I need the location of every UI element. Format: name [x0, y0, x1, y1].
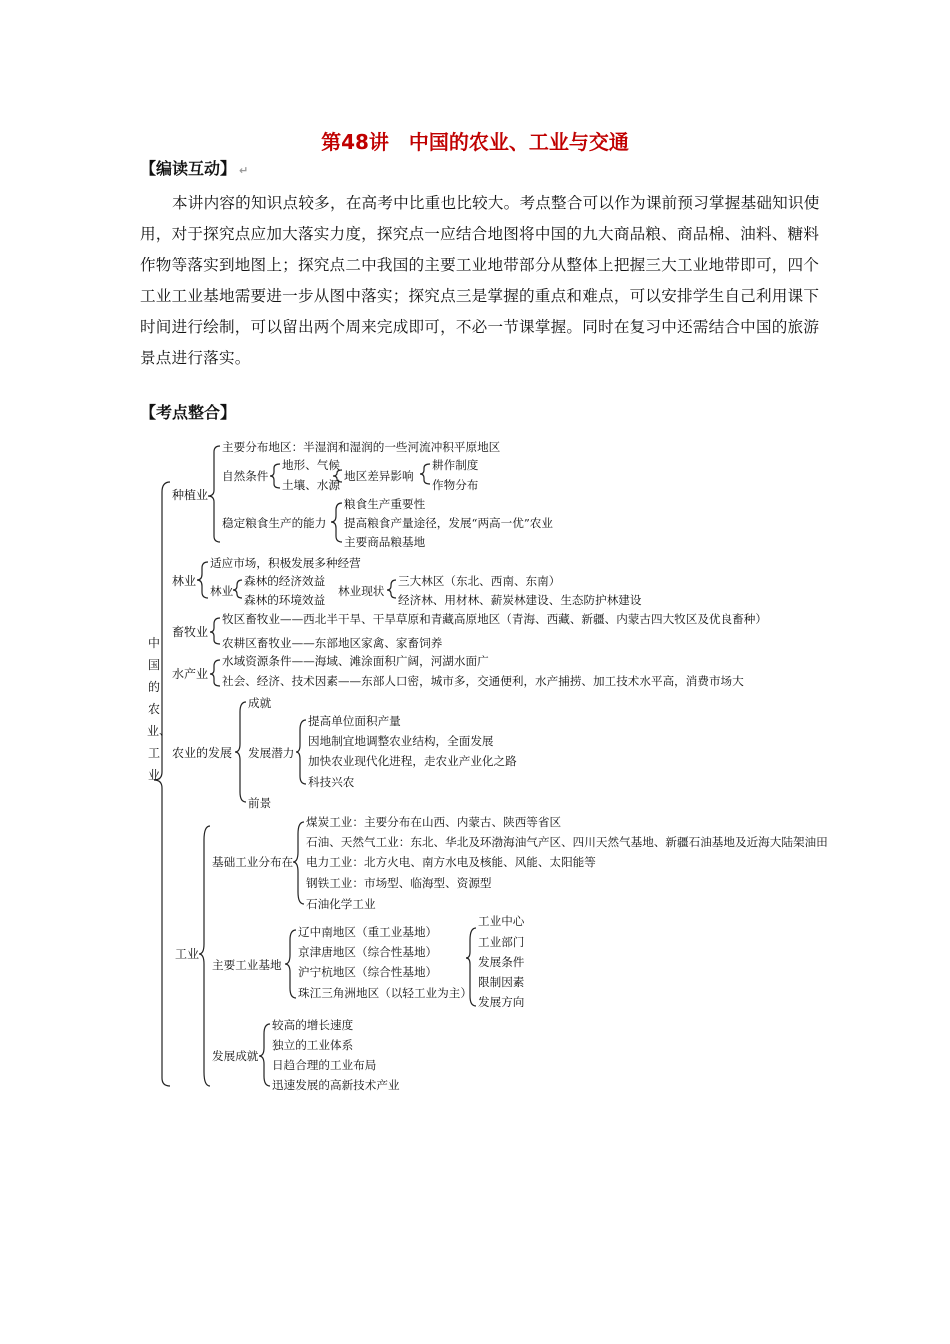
agri-prospect: 前景	[248, 796, 272, 810]
section-heading-reading-text: 【编读互动】	[140, 159, 237, 178]
factor-conditions: 发展条件	[478, 955, 525, 969]
potential-2: 因地制宜地调整农业结构，全面发展	[308, 734, 494, 748]
grain-importance: 粮食生产重要性	[344, 497, 426, 511]
factor-limits: 限制因素	[478, 975, 525, 989]
achievement-3: 日趋合理的工业布局	[272, 1058, 377, 1072]
base-jingjintang: 京津唐地区（综合性基地）	[298, 945, 438, 959]
forestry-status: 林业现状	[338, 584, 385, 598]
basic-industry: 基础工业分布在	[212, 855, 294, 869]
farming-system: 耕作制度	[432, 458, 479, 472]
base-pearl-river: 珠江三角洲地区（以轻工业为主）	[298, 986, 472, 1000]
stable-grain: 稳定粮食生产的能力	[222, 516, 327, 530]
achievement-2: 独立的工业体系	[272, 1038, 354, 1052]
agri-potential: 发展潜力	[248, 746, 295, 760]
main-grain-bases: 主要商品粮基地	[344, 535, 426, 549]
terrain-climate: 地形、气候	[282, 458, 340, 472]
planting-label: 种植业	[172, 488, 209, 502]
steel-industry: 钢铁工业：市场型、临海型、资源型	[306, 876, 492, 890]
potential-1: 提高单位面积产量	[308, 714, 401, 728]
section-heading-points: 【考点整合】	[140, 403, 237, 422]
planting-main-area: 主要分布地区：半湿润和湿润的一些河流冲积平原地区	[222, 440, 501, 454]
raise-grain-output: 提高粮食产量途径，发展“两高一优”农业	[344, 516, 553, 530]
forestry-sub: 林业	[210, 584, 234, 598]
factor-sectors: 工业部门	[478, 935, 525, 949]
reading-paragraph: 本讲内容的知识点较多，在高考中比重也比较大。考点整合可以作为课前预习掌握基础知识使用，对于探究点应加大落实力度，探究点一应结合地图将中国的九大商品粮、商品棉、油料、糖料作物等落实到地图上；探究点二中我国的主要工业地带部分从整体上把握三大工业地带即可，四个工业工业基地需要进一步从图中落实；探究点三是掌握的重点和难点，可以安排学生自己利用课下时间进行绘制，可以留出两个周来完成即可，不必一节课掌握。同时在复习中还需结合中国的旅游景点进行落实。	[140, 194, 820, 367]
water-resources: 水域资源条件——海域、滩涂面积广阔，河湖水面广	[222, 654, 489, 668]
main-industrial-bases: 主要工业基地	[212, 958, 282, 972]
forest-types: 经济林、用材林、薪炭林建设、生态防护林建设	[398, 593, 642, 607]
forestry-adapt-market: 适应市场，积极发展多种经营	[210, 556, 361, 570]
crop-distribution: 作物分布	[432, 478, 479, 492]
power-industry: 电力工业：北方火电、南方水电及核能、风能、太阳能等	[306, 855, 596, 869]
industry-achievement: 发展成就	[212, 1049, 259, 1063]
base-liaozhongnan: 辽中南地区（重工业基地）	[298, 925, 438, 939]
factor-center: 工业中心	[478, 914, 525, 928]
potential-3: 加快农业现代化进程，走农业产业化之路	[308, 754, 517, 768]
fishery-label: 水产业	[172, 667, 209, 681]
regional-difference: 地区差异影响	[344, 469, 414, 483]
natural-conditions: 自然条件	[222, 469, 269, 483]
page-title: 第48讲 中国的农业、工业与交通	[321, 130, 629, 154]
edit-mark: ↵	[239, 164, 249, 177]
base-huninghang: 沪宁杭地区（综合性基地）	[298, 965, 438, 979]
animal-label: 畜牧业	[172, 625, 209, 639]
factor-direction: 发展方向	[478, 995, 525, 1009]
root-label: 中国的农业、工业	[147, 636, 172, 782]
achievement-1: 较高的增长速度	[272, 1018, 354, 1032]
forest-env-benefit: 森林的环境效益	[244, 593, 326, 607]
coal-industry: 煤炭工业：主要分布在山西、内蒙古、陕西等省区	[306, 815, 562, 829]
three-forest-regions: 三大林区（东北、西南、东南）	[398, 574, 561, 588]
pastoral-husbandry: 牧区畜牧业——西北半干旱、干旱草原和青藏高原地区（青海、西藏、新疆、内蒙古四大牧区及优良畜种）	[222, 612, 767, 626]
potential-4: 科技兴农	[308, 775, 355, 789]
farming-husbandry: 农耕区畜牧业——东部地区家禽、家畜饲养	[222, 636, 443, 650]
forest-econ-benefit: 森林的经济效益	[244, 574, 326, 588]
industry-label: 工业	[175, 947, 200, 961]
agri-dev-label: 农业的发展	[172, 746, 233, 760]
achievement-4: 迅速发展的高新技术产业	[272, 1078, 400, 1092]
social-factors: 社会、经济、技术因素——东部人口密，城市多，交通便利，水产捕捞、加工技术水平高，消费市场大	[222, 674, 744, 688]
oil-gas-industry: 石油、天然气工业：东北、华北及环渤海油气产区、四川天然气基地、新疆石油基地及近海大陆架油田	[306, 835, 828, 849]
forestry-label: 林业	[172, 574, 197, 588]
agri-achievement: 成就	[248, 696, 272, 710]
soil-water: 土壤、水源	[282, 478, 340, 492]
petrochemical-industry: 石油化学工业	[306, 897, 376, 911]
